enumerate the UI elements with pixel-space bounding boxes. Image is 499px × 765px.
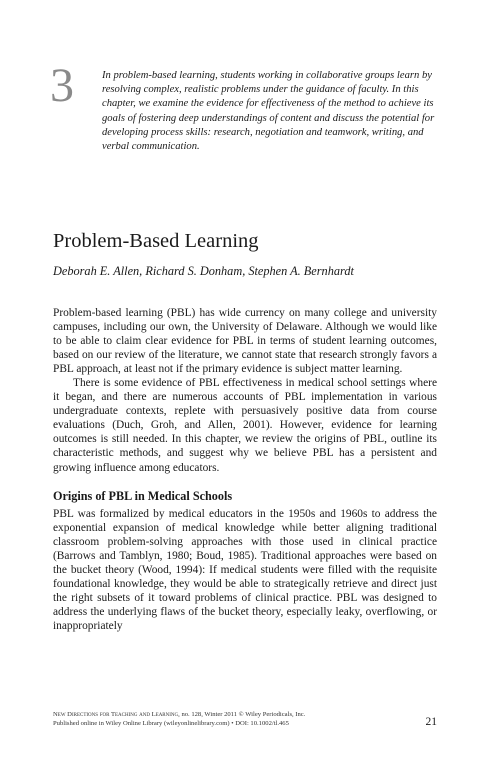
section-heading: Origins of PBL in Medical Schools	[53, 488, 233, 503]
page-number: 21	[425, 716, 437, 728]
page-footer	[53, 711, 305, 728]
article-title: Problem-Based Learning	[53, 230, 259, 252]
body-paragraph: Problem-based learning (PBL) has wide currency on many college and university campuses, including our own, the University of Delaware. Although we would like to be able to claim clear evidence for PBL in terms of student learning outcomes, based on our review of the literature, we cannot state that research strongly favors a PBL approach, at least not if the primary evidence is subject matter learning.	[53, 307, 437, 376]
chapter-number: 3	[50, 59, 74, 112]
publication-line: Published online in Wiley Online Library (wileyonlinelibrary.com) • DOI: 10.1002/tl.465	[53, 719, 289, 727]
article-authors: Deborah E. Allen, Richard S. Donham, Stephen A. Bernhardt	[53, 264, 354, 278]
issue-info: , no. 128, Winter 2011 © Wiley Periodicals, Inc.	[178, 711, 306, 718]
footer-citation	[53, 711, 305, 720]
journal-name: New Directions for Teaching and Learning	[53, 711, 179, 718]
article-body	[53, 306, 437, 633]
chapter-abstract: In problem-based learning, students working in collaborative groups learn by resolving complex, realistic problems under the guidance of faculty. In this chapter, we examine the evidence for effectiveness of the method to achieve its goals of fostering deep understandings of content and discuss the potential for developing process skills: research, negotiation and teamwork, writing, and verbal communication.	[102, 70, 435, 153]
body-paragraph: PBL was formalized by medical educators in the 1950s and 1960s to address the exponential expansion of medical knowledge while better aligning traditional classroom problem-solving approaches with those used in clinical practice (Barrows and Tamblyn, 1980; Boud, 1985). Traditional approaches were based on the bucket theory (Wood, 1994): If medical students were filled with the requisite foundational knowledge, they would be able to strategically retrieve and direct just the right subsets of it toward problems of clinical practice. PBL was designed to address the underlying flaws of the bucket theory, especially leaky, overflowing, or inappropriately	[53, 507, 437, 632]
body-paragraph: There is some evidence of PBL effectiveness in medical school settings where it began, and there are numerous accounts of PBL implementation in various undergraduate contexts, replete with persuasively positive data from course evaluations (Duch, Groh, and Allen, 2001). However, evidence for learning outcomes is still needed. In this chapter, we review the origins of PBL, outline its characteristic methods, and suggest why we believe PBL has a persistent and growing influence among educators.	[53, 377, 437, 474]
